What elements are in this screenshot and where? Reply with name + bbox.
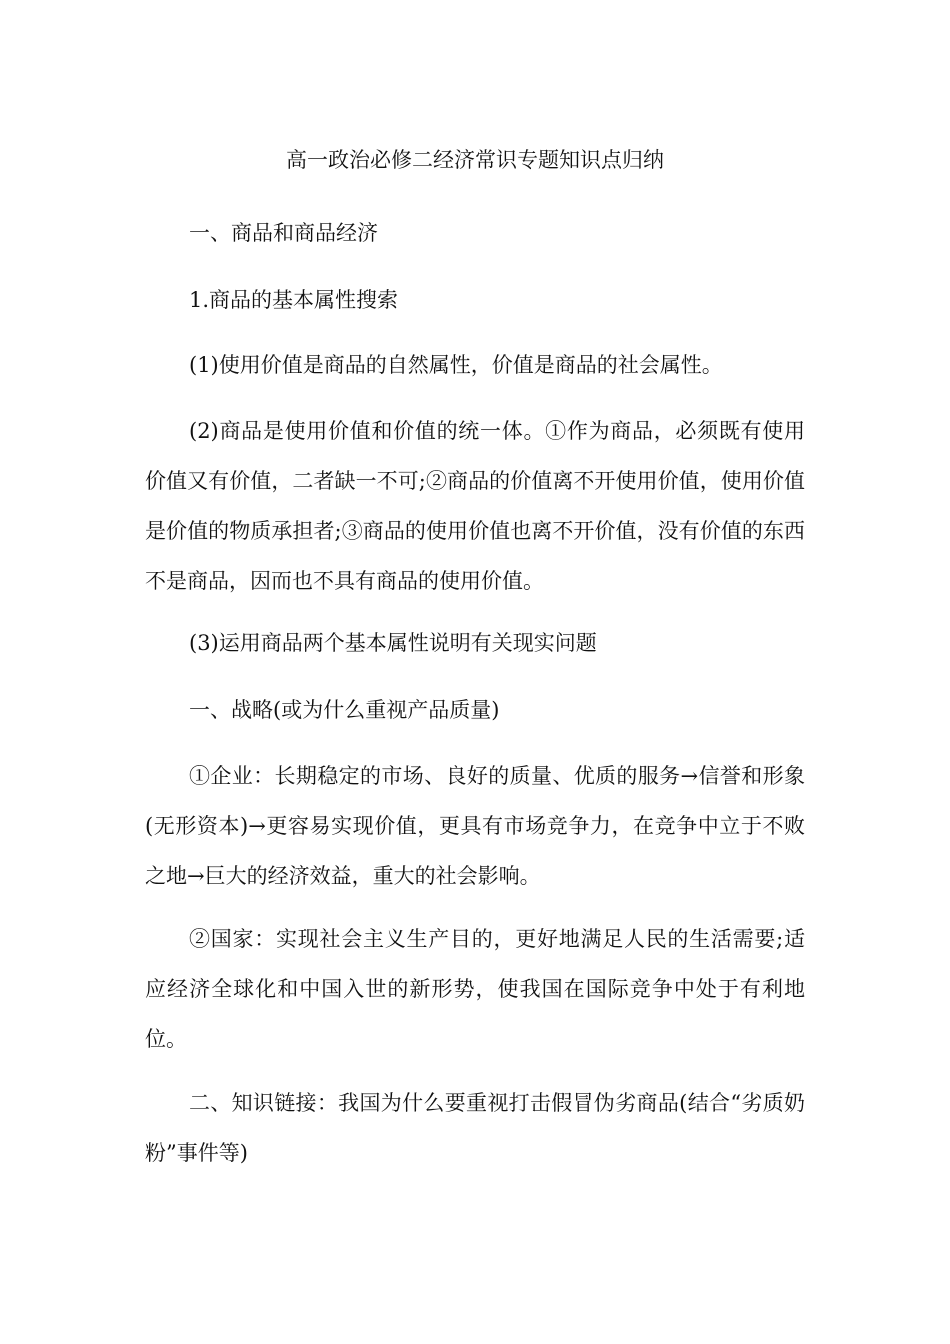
section-heading-1: 一、商品和商品经济 (189, 221, 378, 245)
paragraph-country: ②国家：实现社会主义生产目的，更好地满足人民的生活需要;适应经济全球化和中国入世的新形势，使我国在国际竞争中处于有利地位。 (145, 927, 805, 1051)
paragraph-enterprise: ①企业：长期稳定的市场、良好的质量、优质的服务→信誉和形象(无形资本)→更容易实现价值，更具有市场竞争力，在竞争中立于不败之地→巨大的经济效益，重大的社会影响。 (145, 764, 805, 888)
paragraph-3: (3)运用商品两个基本属性说明有关现实问题 (189, 631, 597, 655)
document-title: 高一政治必修二经济常识专题知识点归纳 (286, 148, 664, 172)
paragraph-2: (2)商品是使用价值和价值的统一体。①作为商品，必须既有使用价值又有价值，二者缺一不可;②商品的价值离不开使用价值，使用价值是价值的物质承担者;③商品的使用价值也离不开价值，没有价值的东西不是商品，因而也不具有商品的使用价值。 (145, 419, 805, 593)
subsection-heading-1: 1.商品的基本属性搜索 (189, 288, 399, 312)
section-heading-knowledge-link: 二、知识链接：我国为什么要重视打击假冒伪劣商品(结合“劣质奶粉”事件等) (145, 1091, 805, 1165)
section-heading-strategy: 一、战略(或为什么重视产品质量) (189, 698, 500, 722)
paragraph-1: (1)使用价值是商品的自然属性，价值是商品的社会属性。 (189, 353, 723, 377)
